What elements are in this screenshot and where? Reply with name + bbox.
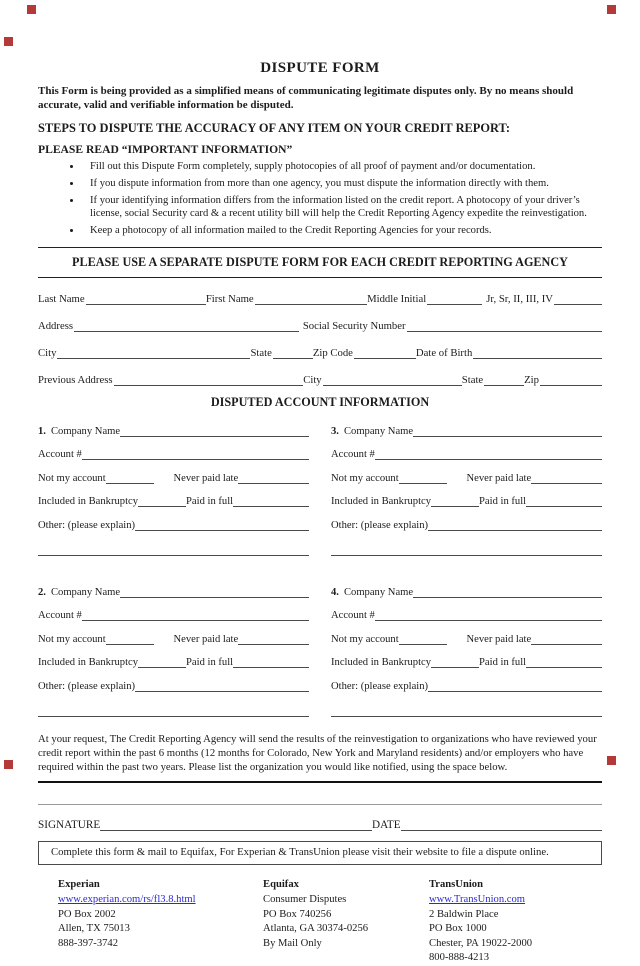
never-paid-late-label: Never paid late — [466, 472, 532, 484]
account-number-label: 3. — [331, 425, 339, 437]
company-name-field[interactable] — [120, 424, 309, 437]
prev-city-label: City — [303, 373, 322, 386]
prev-city-field[interactable] — [323, 373, 462, 386]
previous-address-label: Previous Address — [38, 373, 113, 386]
signature-row — [38, 818, 602, 831]
disputed-account-heading: DISPUTED ACCOUNT INFORMATION — [210, 394, 430, 409]
paid-in-full-field[interactable] — [526, 655, 602, 668]
account-number-label: 1. — [38, 425, 46, 437]
other-label: Other: (please explain) — [38, 680, 136, 692]
city-row — [38, 346, 602, 359]
prev-zip-field[interactable] — [540, 373, 602, 386]
not-my-account-field[interactable] — [106, 471, 154, 484]
other-field[interactable] — [135, 518, 309, 531]
organization-field[interactable] — [38, 804, 602, 805]
dob-field[interactable] — [473, 346, 602, 359]
previous-address-field[interactable] — [114, 373, 304, 386]
other-label: Other: (please explain) — [331, 519, 429, 531]
notify-paragraph: At your request, The Credit Reporting Agency will send the results of the reinvestigation to organizations who have reviewed your credit report within the past 6 months (12 months for Colorado, New York and Maryland residents) and/or employers who have required within the past two years. Please list the organization you would like notified, using the space below. — [38, 732, 597, 774]
address-line: Atlanta, GA 30374-0256 — [263, 923, 369, 935]
not-my-account-field[interactable] — [399, 471, 447, 484]
ssn-field[interactable] — [407, 319, 602, 332]
never-paid-late-label: Never paid late — [173, 633, 239, 645]
experian-website-link[interactable]: www.experian.com/rs/fl3.8.html — [58, 893, 196, 905]
agency-name: TransUnion — [429, 879, 483, 891]
transunion-website-link[interactable]: www.TransUnion.com — [429, 893, 526, 905]
mailing-note-box: Complete this form & mail to Equifax, For Experian & TransUnion please visit their website to file a dispute online. — [38, 841, 602, 865]
address-line: Consumer Disputes — [263, 893, 347, 905]
intro-paragraph: This Form is being provided as a simplified means of communicating legitimate disputes only. By no means should accurate, valid and verifiable information be disputed. — [38, 85, 574, 112]
middle-initial-field[interactable] — [427, 292, 482, 305]
prev-state-field[interactable] — [484, 373, 524, 386]
suffix-field[interactable] — [554, 292, 602, 305]
company-name-label: Company Name — [50, 425, 121, 437]
address-field[interactable] — [74, 319, 299, 332]
company-name-label: Company Name — [343, 425, 414, 437]
phone-number: 888-397-3742 — [58, 937, 119, 949]
account-block-1 — [38, 412, 309, 556]
account-block-2 — [38, 573, 309, 717]
agency-name: Equifax — [263, 879, 299, 891]
never-paid-late-label: Never paid late — [466, 633, 532, 645]
state-field[interactable] — [273, 346, 313, 359]
name-row — [38, 292, 602, 305]
other-continued-field[interactable] — [38, 541, 309, 556]
prev-state-label: State — [461, 373, 484, 386]
list-item: • Keep a photocopy of all information mailed to the Credit Reporting Agencies for your records. — [82, 224, 602, 238]
experian-column — [58, 878, 263, 966]
bankruptcy-field[interactable] — [138, 494, 186, 507]
address-line: PO Box 2002 — [58, 908, 116, 920]
bankruptcy-field[interactable] — [138, 655, 186, 668]
company-name-field[interactable] — [413, 424, 602, 437]
corner-mark-icon — [27, 5, 36, 14]
first-name-label: First Name — [205, 292, 254, 305]
bankruptcy-field[interactable] — [431, 655, 479, 668]
separate-form-banner: PLEASE USE A SEPARATE DISPUTE FORM FOR EACH CREDIT REPORTING AGENCY — [72, 254, 568, 269]
paid-in-full-label: Paid in full — [186, 657, 234, 669]
divider — [38, 277, 602, 278]
signature-field[interactable] — [100, 818, 372, 831]
dob-label: Date of Birth — [415, 346, 473, 359]
bankruptcy-label: Included in Bankruptcy — [331, 496, 432, 508]
last-name-label: Last Name — [38, 292, 85, 305]
account-no-field[interactable] — [375, 447, 602, 460]
address-line: By Mail Only — [263, 937, 322, 949]
page-title: DISPUTE FORM — [260, 60, 380, 76]
account-block-3 — [331, 412, 602, 556]
thick-divider — [38, 781, 602, 783]
bankruptcy-label: Included in Bankruptcy — [331, 657, 432, 669]
account-no-label: Account # — [38, 449, 82, 461]
account-number-label: 2. — [38, 586, 46, 598]
ssn-label: Social Security Number — [302, 319, 406, 332]
not-my-account-label: Not my account — [38, 633, 106, 645]
never-paid-late-field[interactable] — [531, 632, 602, 645]
paid-in-full-label: Paid in full — [186, 496, 234, 508]
city-field[interactable] — [57, 346, 250, 359]
other-label: Other: (please explain) — [331, 680, 429, 692]
address-line: Allen, TX 75013 — [58, 923, 130, 935]
account-no-label: Account # — [38, 610, 82, 622]
account-no-field[interactable] — [82, 447, 309, 460]
zip-code-field[interactable] — [354, 346, 416, 359]
instruction-list — [82, 160, 602, 238]
other-continued-field[interactable] — [331, 702, 602, 717]
account-no-field[interactable] — [82, 608, 309, 621]
corner-mark-icon — [4, 760, 13, 769]
last-name-field[interactable] — [86, 292, 206, 305]
agency-footer — [38, 878, 602, 966]
phone-number: 800-888-4213 — [429, 952, 490, 964]
account-blocks — [38, 412, 602, 717]
other-field[interactable] — [428, 679, 602, 692]
paid-in-full-field[interactable] — [233, 655, 309, 668]
steps-heading: STEPS TO DISPUTE THE ACCURACY OF ANY ITEM ON YOUR CREDIT REPORT: — [38, 121, 510, 136]
account-no-label: Account # — [331, 610, 375, 622]
never-paid-late-label: Never paid late — [173, 472, 239, 484]
zip-code-label: Zip Code — [312, 346, 353, 359]
paid-in-full-label: Paid in full — [479, 496, 527, 508]
address-line: PO Box 1000 — [429, 923, 487, 935]
not-my-account-field[interactable] — [399, 632, 447, 645]
other-field[interactable] — [428, 518, 602, 531]
bankruptcy-label: Included in Bankruptcy — [38, 496, 139, 508]
bankruptcy-field[interactable] — [431, 494, 479, 507]
address-row — [38, 319, 602, 332]
other-continued-field[interactable] — [331, 541, 602, 556]
date-field[interactable] — [401, 818, 602, 831]
list-item: • If you dispute information from more than one agency, you must dispute the information directly with them. — [82, 177, 602, 191]
divider — [38, 247, 602, 248]
list-item: • Fill out this Dispute Form completely, supply photocopies of all proof of payment and/or documentation. — [82, 160, 602, 174]
never-paid-late-field[interactable] — [238, 632, 309, 645]
never-paid-late-field[interactable] — [238, 471, 309, 484]
corner-mark-icon — [607, 756, 616, 765]
middle-initial-label: Middle Initial — [367, 292, 427, 305]
paid-in-full-field[interactable] — [526, 494, 602, 507]
address-line: Chester, PA 19022-2000 — [429, 937, 533, 949]
account-no-field[interactable] — [375, 608, 602, 621]
city-label: City — [38, 346, 57, 359]
company-name-field[interactable] — [120, 585, 309, 598]
list-item: • If your identifying information differs from the information listed on the credit report. A photocopy of your driver’s license, social Security card & a recent utility bill will help the Credit Reporting Agency expedite the reinvestigation. — [82, 194, 602, 222]
read-heading: PLEASE READ “IMPORTANT INFORMATION” — [38, 143, 293, 157]
other-field[interactable] — [135, 679, 309, 692]
account-number-label: 4. — [331, 586, 339, 598]
not-my-account-field[interactable] — [106, 632, 154, 645]
company-name-label: Company Name — [343, 586, 414, 598]
agency-name: Experian — [58, 879, 100, 891]
not-my-account-label: Not my account — [331, 472, 399, 484]
paid-in-full-field[interactable] — [233, 494, 309, 507]
account-block-4 — [331, 573, 602, 717]
account-no-label: Account # — [331, 449, 375, 461]
company-name-field[interactable] — [413, 585, 602, 598]
never-paid-late-field[interactable] — [531, 471, 602, 484]
address-line: 2 Baldwin Place — [429, 908, 499, 920]
transunion-column — [429, 878, 602, 966]
company-name-label: Company Name — [50, 586, 121, 598]
corner-mark-icon — [607, 5, 616, 14]
address-label: Address — [38, 319, 74, 332]
prev-zip-label: Zip — [524, 373, 539, 386]
not-my-account-label: Not my account — [38, 472, 106, 484]
equifax-column — [263, 878, 429, 966]
paid-in-full-label: Paid in full — [479, 657, 527, 669]
signature-label: SIGNATURE — [38, 819, 101, 832]
state-label: State — [250, 346, 272, 359]
address-line: PO Box 740256 — [263, 908, 332, 920]
other-continued-field[interactable] — [38, 702, 309, 717]
suffix-label: Jr, Sr, II, III, IV — [486, 292, 553, 305]
previous-address-row — [38, 373, 602, 386]
corner-mark-icon — [4, 37, 13, 46]
not-my-account-label: Not my account — [331, 633, 399, 645]
bankruptcy-label: Included in Bankruptcy — [38, 657, 139, 669]
first-name-field[interactable] — [255, 292, 367, 305]
date-label: DATE — [372, 819, 401, 832]
other-label: Other: (please explain) — [38, 519, 136, 531]
